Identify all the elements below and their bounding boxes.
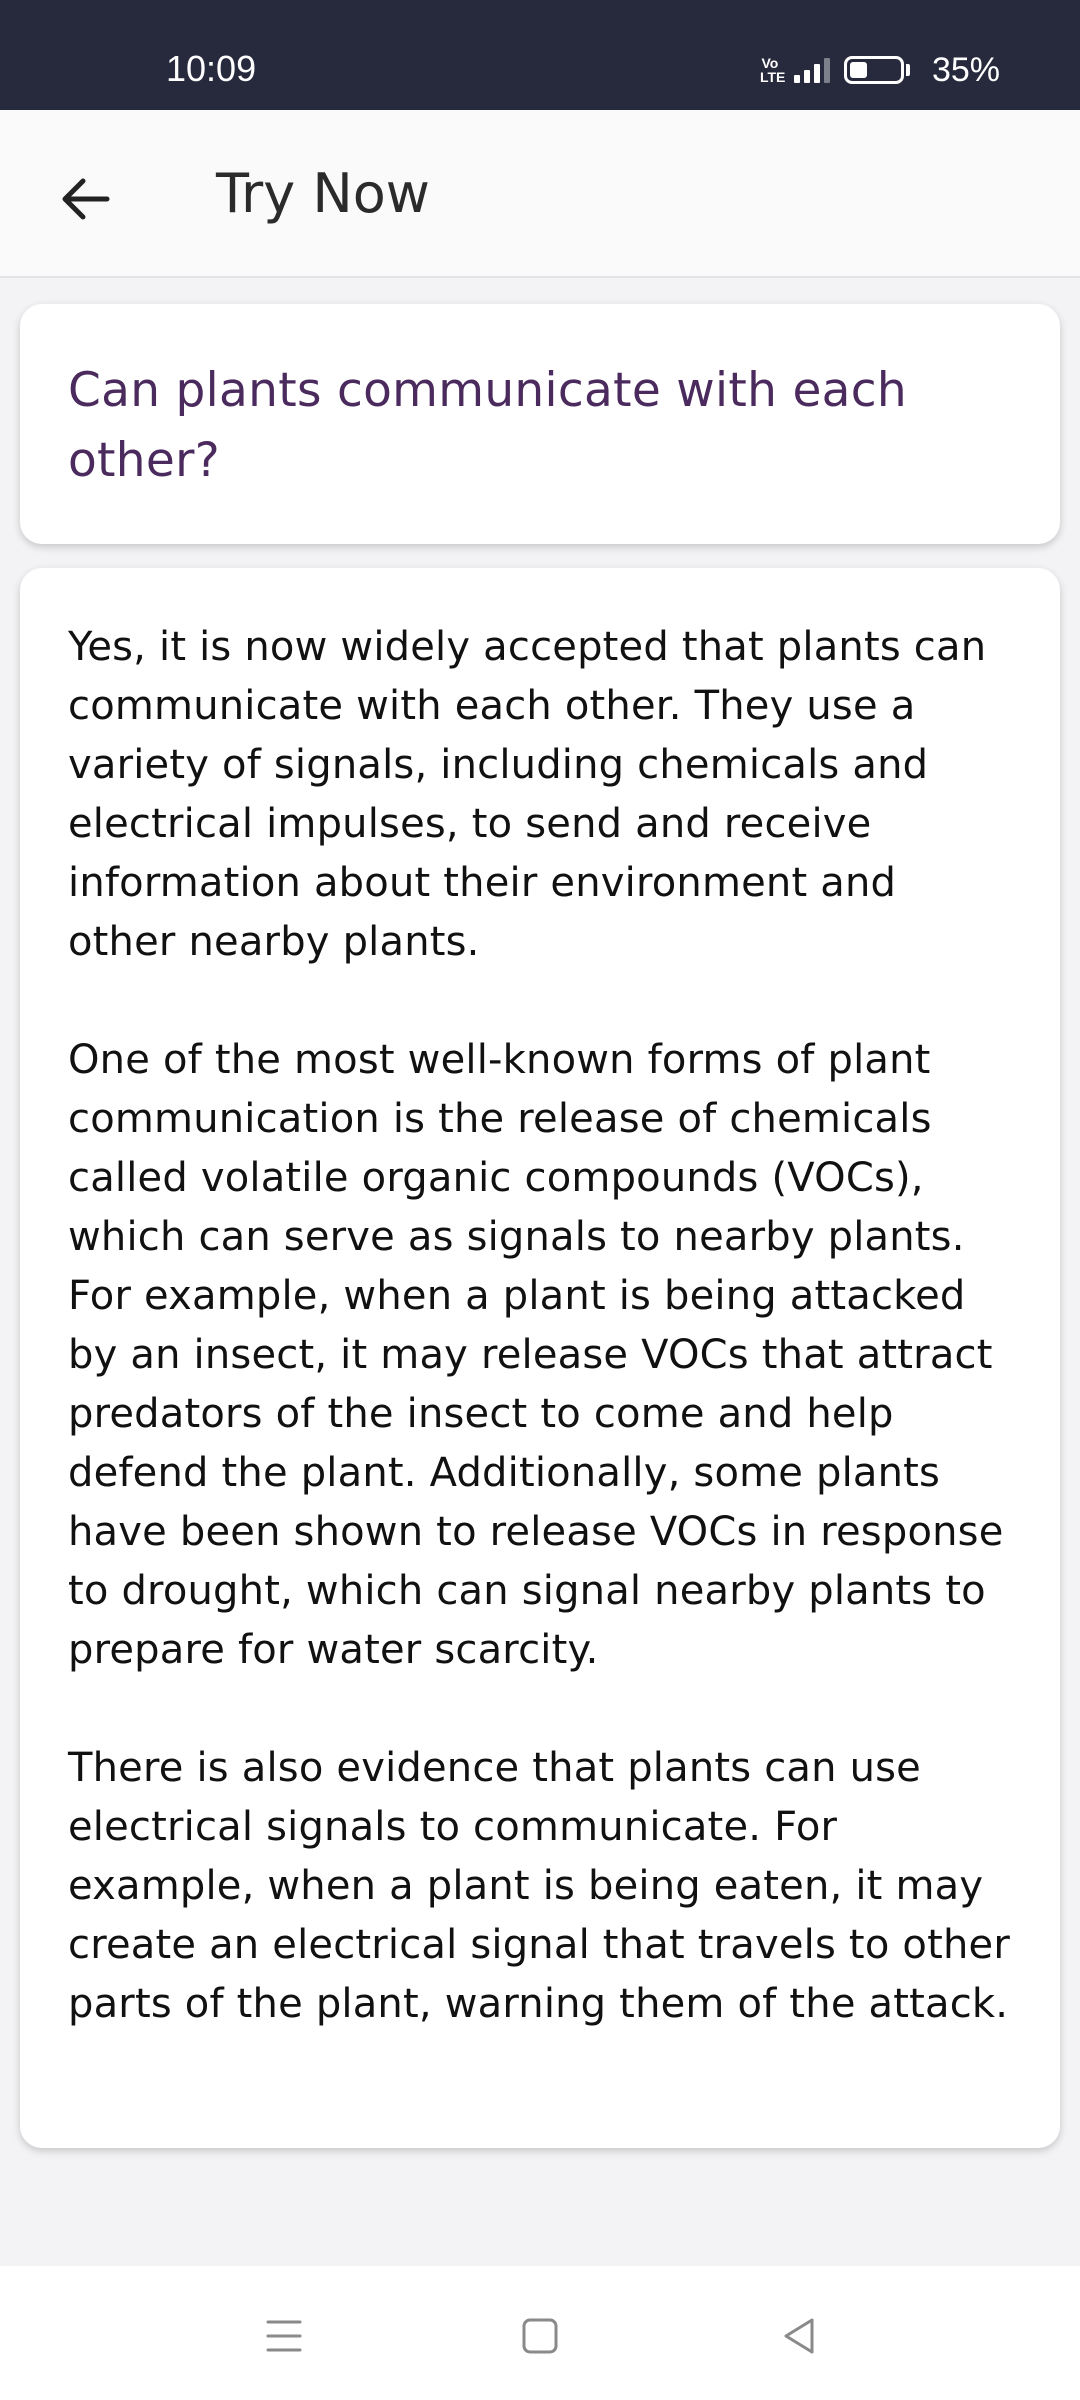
status-indicators xyxy=(760,50,1000,90)
menu-icon xyxy=(262,2314,306,2358)
battery-percent: 35% xyxy=(931,50,1000,89)
volte-icon: Vo LTE xyxy=(759,55,786,85)
status-time: 10:09 xyxy=(166,48,257,89)
page-title: Try Now xyxy=(216,162,430,225)
answer-paragraph: One of the most well-known forms of plant communication is the release of chemicals called volatile organic compounds (VOCs), which can serve as signals to nearby plants. For example, when a plant is being attacked by an insect, it may release VOCs that attract predators of the insect to come and help defend the plant. Additionally, some plants have been shown to release VOCs in response to drought, which can signal nearby plants to prepare for water scarcity. xyxy=(68,1037,1004,1673)
home-square-icon xyxy=(518,2314,562,2358)
system-back-button[interactable] xyxy=(760,2296,840,2376)
app-bar xyxy=(0,110,1080,278)
question-card xyxy=(20,304,1060,544)
back-button[interactable] xyxy=(40,154,130,244)
back-triangle-icon xyxy=(778,2314,822,2358)
arrow-left-icon xyxy=(57,171,113,227)
answer-paragraph: Yes, it is now widely accepted that plants can communicate with each other. They use a variety of signals, including chemicals and electrical impulses, to send and receive information about their environment and other nearby plants. xyxy=(68,624,987,965)
answer-card xyxy=(20,568,1060,2148)
system-nav-bar xyxy=(0,2266,1080,2400)
battery-icon xyxy=(844,56,910,84)
question-text: Can plants communicate with each other? xyxy=(68,363,908,488)
signal-icon xyxy=(794,57,830,83)
recent-apps-button[interactable] xyxy=(244,2296,324,2376)
answer-paragraph: There is also evidence that plants can use electrical signals to communicate. For example, when a plant is being eaten, it may create an electrical signal that travels to other parts of the plant, warning them of the attack. xyxy=(68,1745,1010,2027)
home-button[interactable] xyxy=(500,2296,580,2376)
status-bar xyxy=(0,0,1080,110)
battery-fill xyxy=(850,62,867,78)
